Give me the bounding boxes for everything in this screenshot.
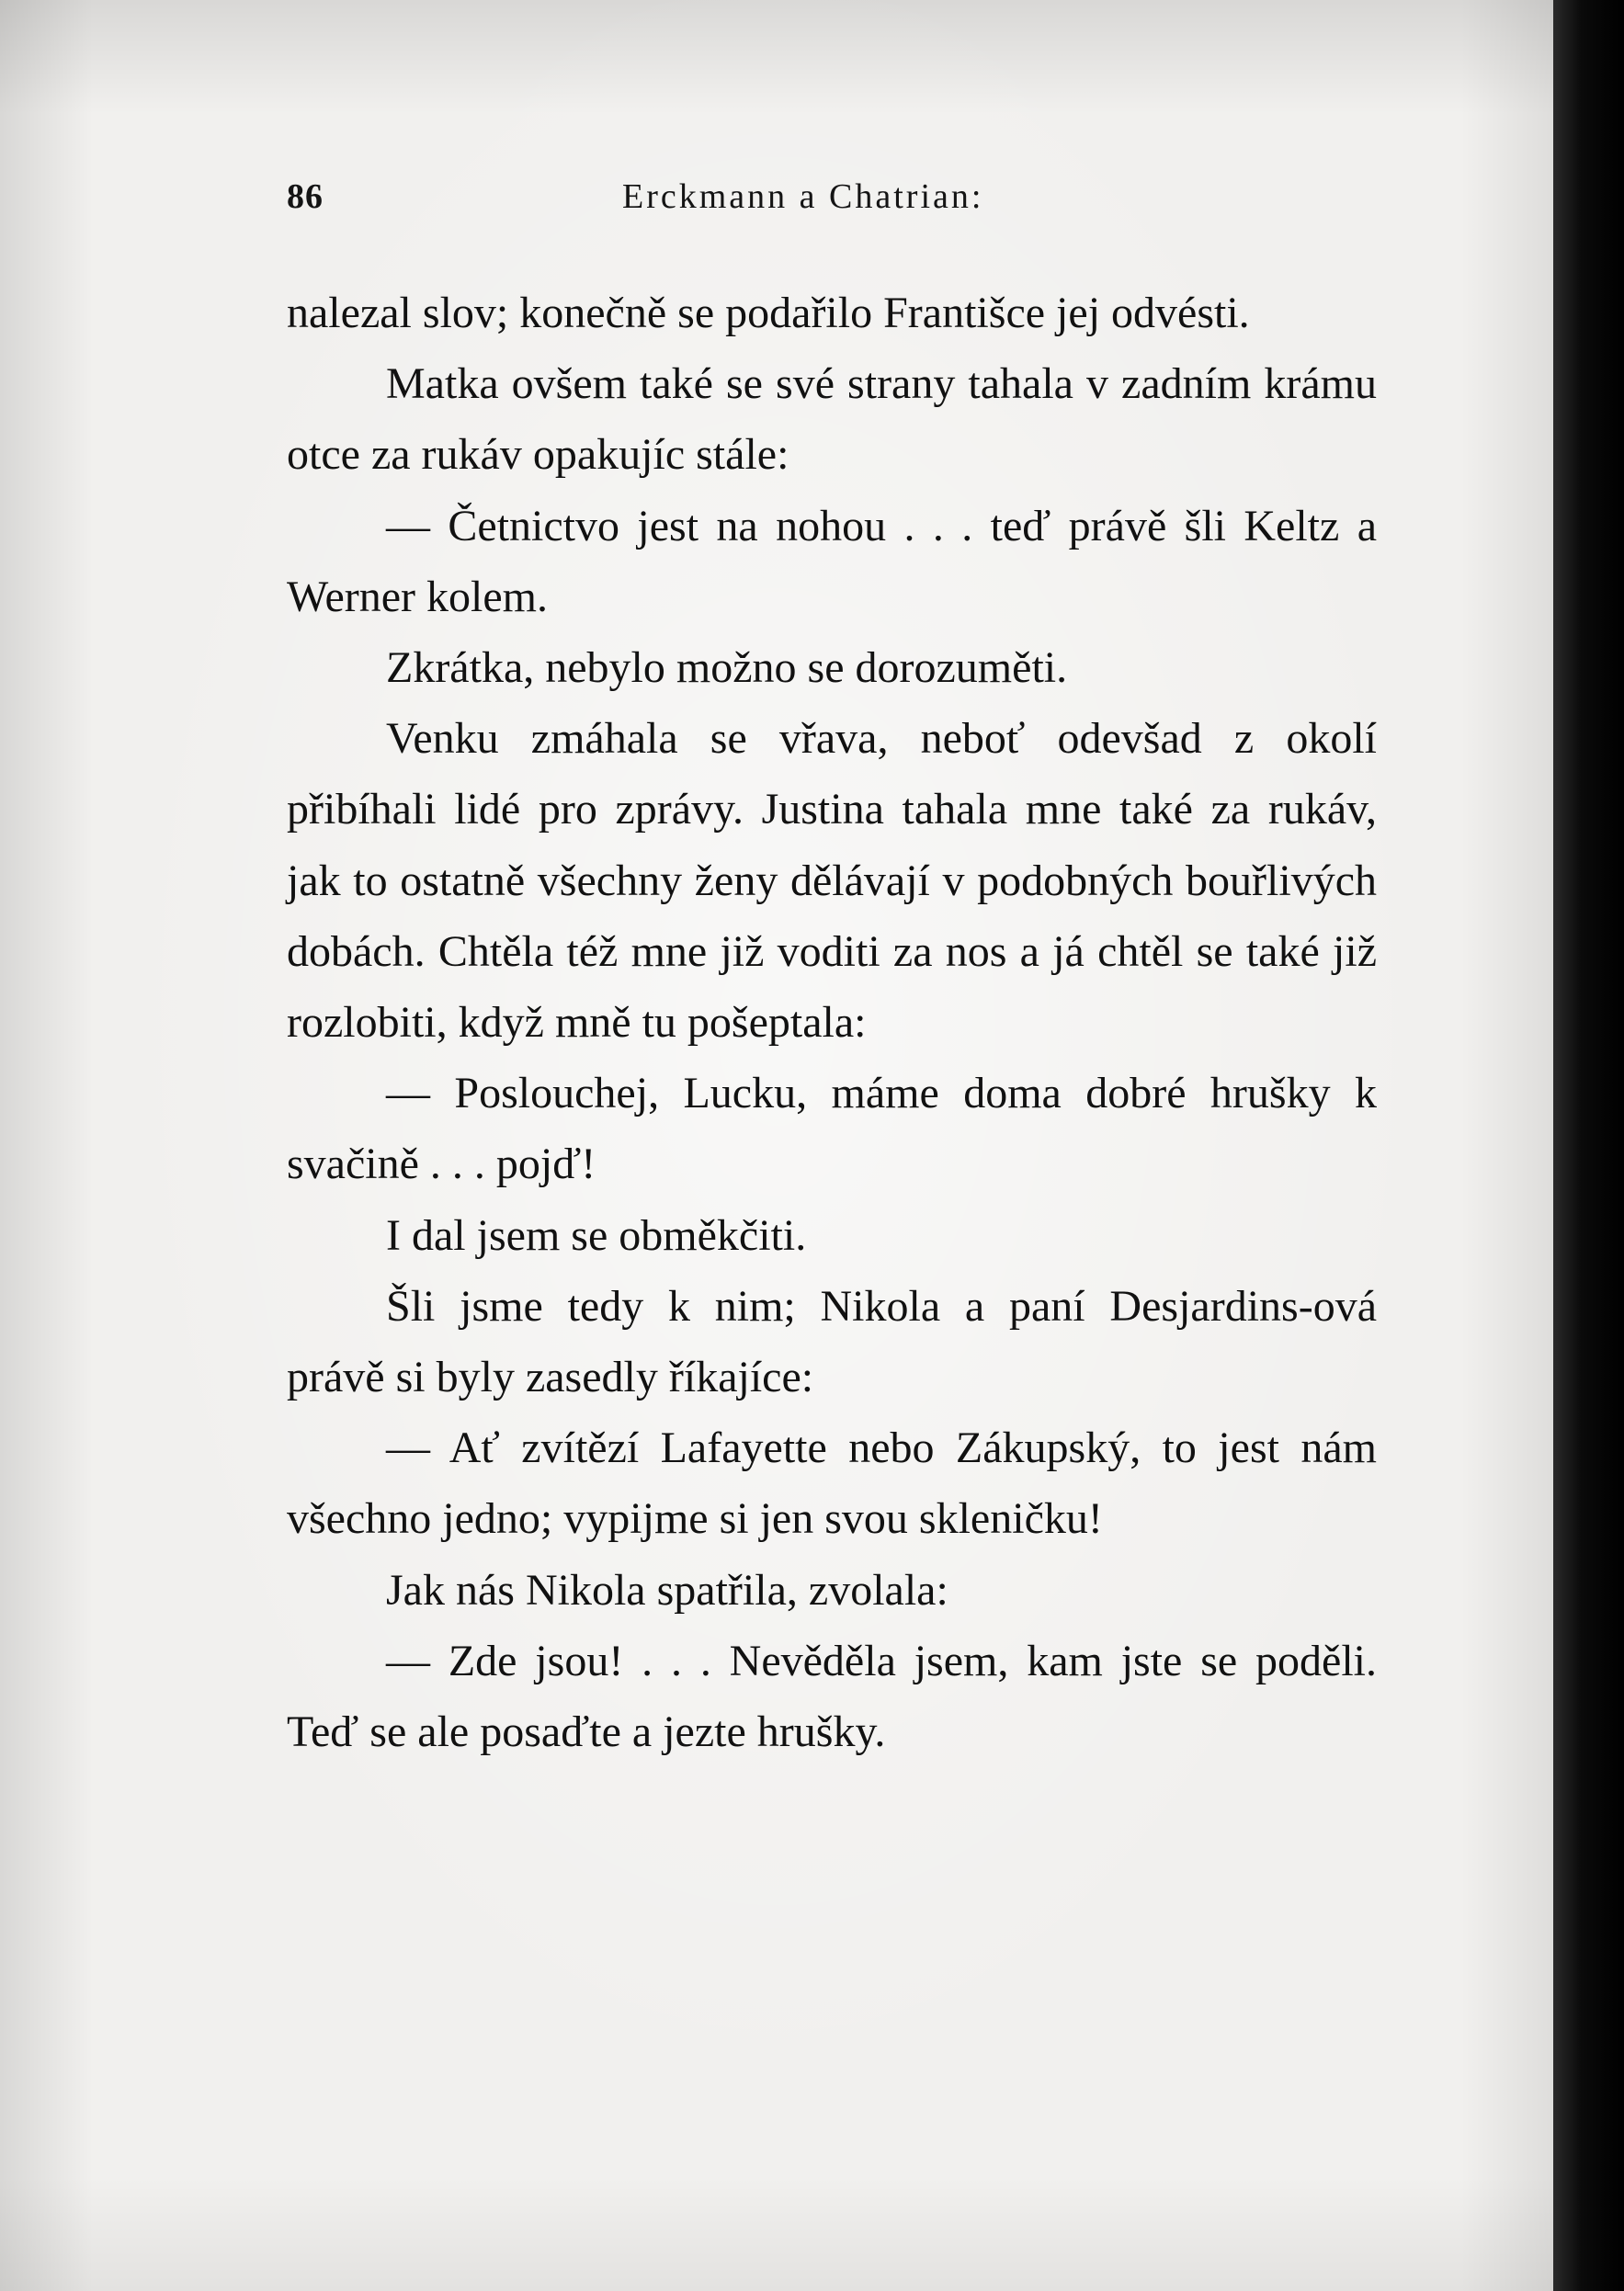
scan-dark-edge (1553, 0, 1624, 2291)
paragraph: nalezal slov; konečně se podařilo Františce jej odvésti. (287, 289, 1250, 337)
paragraph: I dal jsem se obměkčiti. (386, 1210, 807, 1260)
paragraph: Matka ovšem také se své strany tahala v zadním krámu otce za rukáv opakujíc stále: (287, 359, 1377, 480)
running-title: Erckmann a Chatrian: (622, 177, 984, 216)
paragraph: — Ať zvítězí Lafayette nebo Zákupský, to jest nám všechno jedno; vypijme si jen svou skleničku! (287, 1423, 1377, 1544)
paragraph: — Poslouchej, Lucku, máme doma dobré hrušky k svačině . . . pojď! (287, 1069, 1377, 1189)
paragraph: Venku zmáhala se vřava, neboť odevšad z okolí přibíhali lidé pro zprávy. Justina tahala mne také za rukáv, jak to ostatně všechny ženy dělávají v podobných bouřlivých dobách. Chtěla též mne již voditi za nos a já chtěl se také již rozlobiti, když mně tu pošeptala: (287, 714, 1377, 1048)
paragraph: Zkrátka, nebylo možno se dorozuměti. (386, 643, 1068, 693)
paragraph: Šli jsme tedy k nim; Nikola a paní Desjardins-ová právě si byly zasedly říkajíce: (287, 1281, 1377, 1402)
paragraph: Jak nás Nikola spatřila, zvolala: (386, 1565, 948, 1615)
page-header (287, 176, 1371, 222)
page-number: 86 (287, 177, 324, 216)
paragraph: — Zde jsou! . . . Nevěděla jsem, kam jste se poděli. Teď se ale posaďte a jezte hrušky. (287, 1636, 1377, 1757)
paragraph: — Četnictvo jest na nohou . . . teď právě šli Keltz a Werner kolem. (287, 501, 1377, 621)
body-text (287, 278, 1377, 1767)
